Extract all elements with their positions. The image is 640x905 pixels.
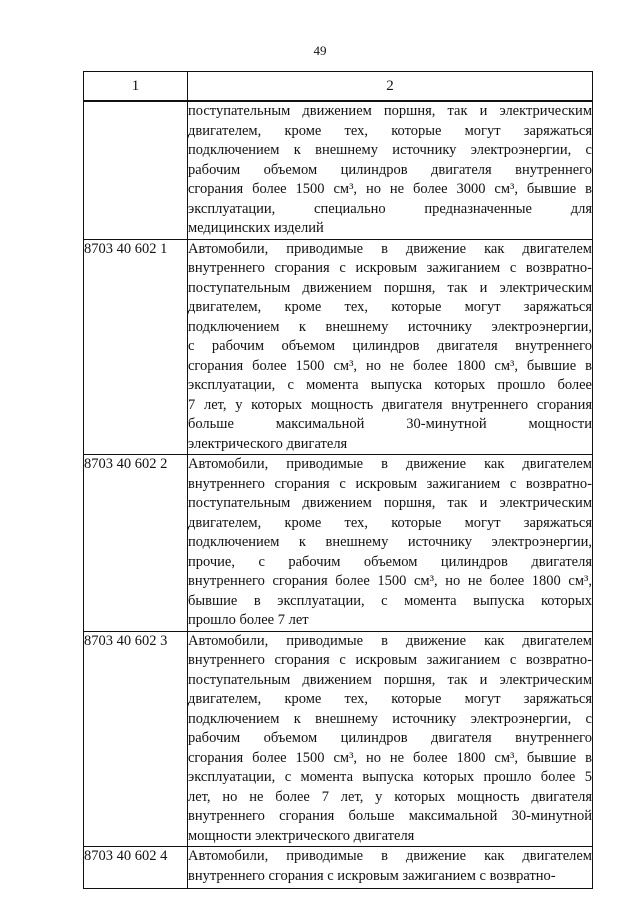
tariff-table [83, 71, 593, 889]
tnved-code-cell: 8703 40 602 4 [84, 847, 188, 889]
tnved-code-cell [84, 101, 188, 239]
description-line: эксплуатации, специально предназначенные для [188, 200, 592, 217]
description-line: сгорания более 1500 см³, но не более 1800 см³, бывшие в [188, 357, 592, 374]
description-line: внутреннего сгорания больше максимальной 30-минутной [188, 808, 592, 824]
description-line: больше максимальной 30-минутной мощности [188, 416, 592, 432]
description-line: поступательным движением поршня, так и электрическим [188, 495, 592, 511]
table-row [84, 101, 593, 239]
description-line: внутреннего сгорания с искровым зажиганием с возвратно- [188, 867, 556, 884]
description-line: двигателем, кроме тех, которые могут заряжаться [188, 299, 592, 315]
description-line: поступательным движением поршня, так и электрическим [188, 103, 592, 119]
table-row [84, 847, 593, 889]
tnved-code-cell: 8703 40 602 2 [84, 455, 188, 632]
description-line: внутреннего сгорания более 1500 см³, но не более 1800 см³, [188, 573, 592, 589]
description-line: мощности электрического двигателя [188, 827, 415, 844]
description-line: сгорания более 1500 см³, но не более 3000 см³, бывшие в [188, 181, 592, 197]
description-line: поступательным движением поршня, так и электрическим [188, 279, 592, 296]
description-cell [188, 101, 593, 239]
description-line: поступательным движением поршня, так и электрическим [188, 671, 592, 688]
description-line: бывшие в эксплуатации, с момента выпуска которых [188, 592, 592, 609]
table-row [84, 455, 593, 632]
description-line: подключением к внешнему источнику электроэнергии, [188, 318, 592, 335]
column-header-2: 2 [188, 72, 593, 102]
description-line: Автомобили, приводимые в движение как двигателем [188, 456, 592, 472]
description-line: сгорания более 1500 см³, но не более 1800 см³, бывшие в [188, 749, 592, 766]
description-line: электрического двигателя [188, 435, 348, 452]
description-line: двигателем, кроме тех, которые могут заряжаться [188, 514, 592, 531]
description-line: прочие, с рабочим объемом цилиндров двигателя [188, 553, 592, 570]
description-line: внутреннего сгорания с искровым зажиганием с возвратно- [188, 652, 592, 668]
description-line: лет, но не более 7 лет, у которых мощность двигателя [188, 788, 592, 805]
column-header-1: 1 [84, 72, 188, 102]
description-line: рабочим объемом цилиндров двигателя внутреннего [188, 730, 592, 746]
description-line: двигателем, кроме тех, которые могут заряжаться [188, 122, 592, 139]
table-row [84, 239, 593, 455]
description-line: двигателем, кроме тех, которые могут заряжаться [188, 691, 592, 707]
description-line: внутреннего сгорания с искровым зажиганием с возвратно- [188, 260, 592, 276]
description-line: Автомобили, приводимые в движение как двигателем [188, 632, 592, 649]
description-cell [188, 239, 593, 455]
description-line: рабочим объемом цилиндров двигателя внутреннего [188, 161, 592, 178]
description-line: 7 лет, у которых мощность двигателя внутреннего сгорания [188, 396, 592, 413]
description-cell [188, 631, 593, 847]
description-cell [188, 847, 593, 889]
description-line: подключением к внешнему источнику электроэнергии, с [188, 142, 592, 158]
description-line: медицинских изделий [188, 220, 324, 236]
table-header-row [84, 72, 593, 102]
description-line: эксплуатации, с момента выпуска которых прошло более 5 [188, 769, 592, 785]
description-line: внутреннего сгорания с искровым зажиганием с возвратно- [188, 475, 592, 492]
description-line: прошло более 7 лет [188, 612, 309, 628]
page-number: 49 [313, 43, 327, 58]
description-line: Автомобили, приводимые в движение как двигателем [188, 240, 592, 257]
description-line: подключением к внешнему источнику электроэнергии, [188, 534, 592, 550]
description-cell [188, 455, 593, 632]
tnved-code-cell: 8703 40 602 3 [84, 631, 188, 847]
description-line: подключением к внешнему источнику электроэнергии, с [188, 710, 592, 727]
table-row [84, 631, 593, 847]
description-line: Автомобили, приводимые в движение как двигателем [188, 848, 592, 864]
description-line: с рабочим объемом цилиндров двигателя внутреннего [188, 338, 592, 354]
tnved-code-cell: 8703 40 602 1 [84, 239, 188, 455]
description-line: эксплуатации, с момента выпуска которых прошло более [188, 377, 592, 393]
